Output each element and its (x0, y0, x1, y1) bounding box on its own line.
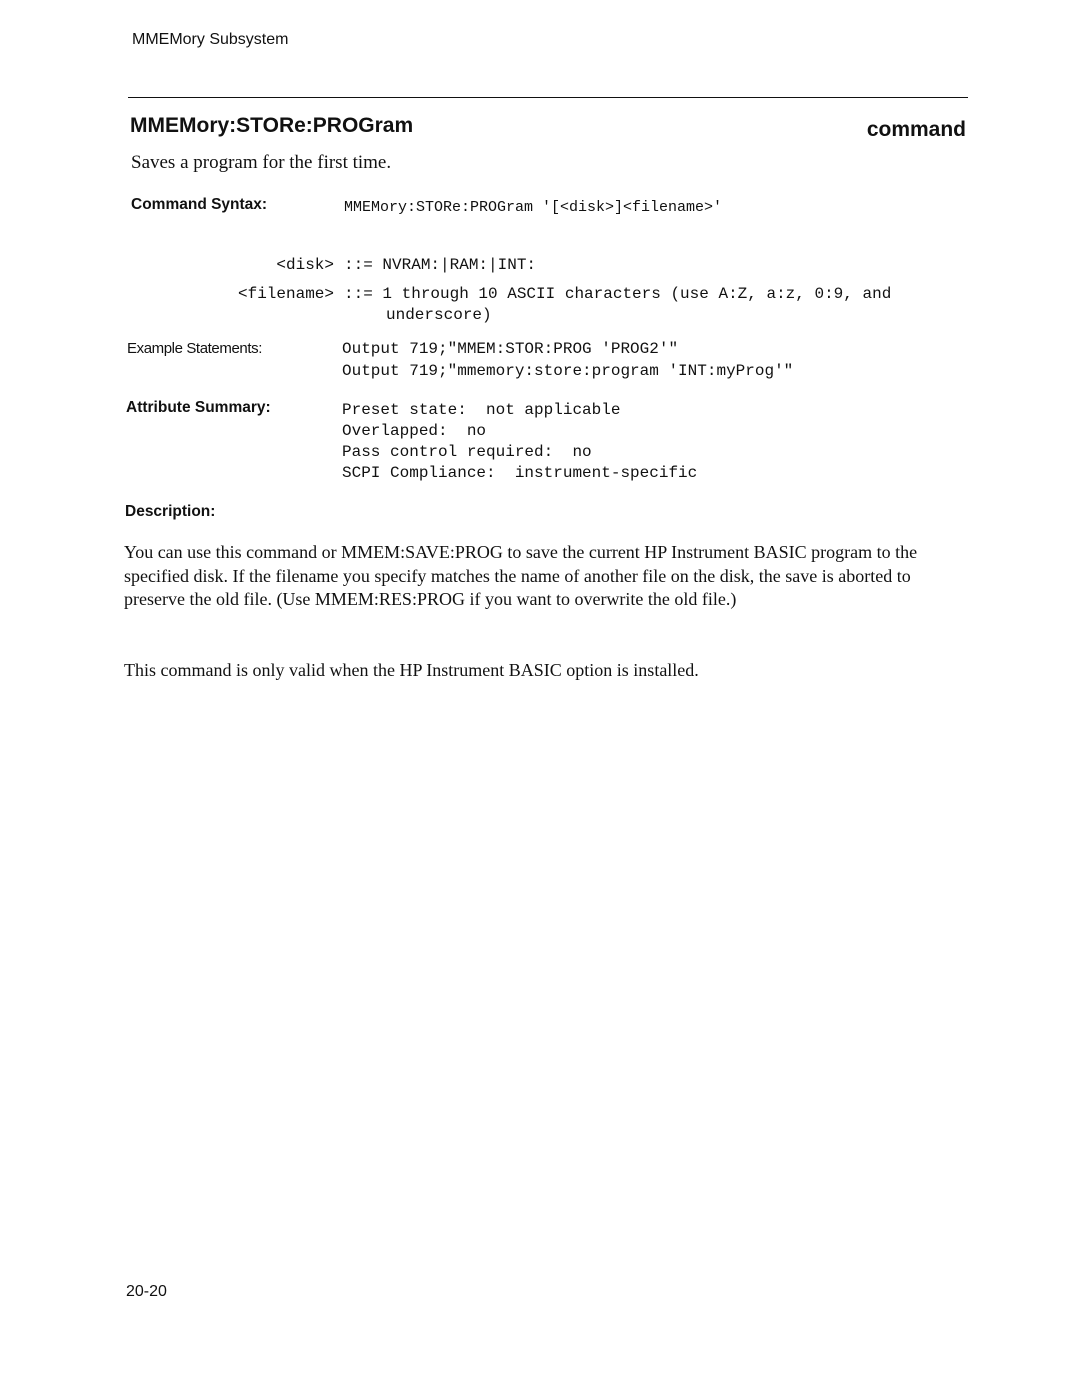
description-label: Description: (125, 503, 216, 520)
attribute-summary-label: Attribute Summary: (126, 399, 271, 416)
example-statements-label: Example Statements: (127, 340, 262, 357)
param-filename-continuation: underscore) (386, 306, 492, 324)
command-type-label: command (866, 118, 966, 141)
description-paragraph-2: This command is only valid when the HP Instrument BASIC option is installed. (124, 660, 699, 680)
param-filename-name: <filename> (237, 285, 334, 303)
command-syntax-line: MMEMory:STORe:PROGram '[<disk>]<filename>' (344, 199, 723, 216)
attribute-scpi-compliance: SCPI Compliance: instrument-specific (342, 464, 698, 482)
param-filename-definition: ::= 1 through 10 ASCII characters (use A:Z, a:z, 0:9, and (344, 285, 892, 303)
attribute-overlapped: Overlapped: no (342, 422, 487, 440)
attribute-pass-control: Pass control required: no (342, 443, 592, 461)
description-paragraph-1: You can use this command or MMEM:SAVE:PROG to save the current HP Instrument BASIC program to the specified disk. If the filename you specify matches the name of another file on the disk, the save is aborted to preserve the old file. (Use MMEM:RES:PROG if you want to overwrite the old file.) (124, 542, 918, 609)
param-disk-name: <disk> (276, 256, 334, 274)
command-title: MMEMory:STORe:PROGram (130, 114, 414, 137)
example-line-2: Output 719;"mmemory:store:program 'INT:myProg'" (342, 362, 794, 380)
example-line-1: Output 719;"MMEM:STOR:PROG 'PROG2'" (342, 340, 679, 358)
command-summary: Saves a program for the first time. (131, 152, 392, 173)
attribute-preset-state: Preset state: not applicable (342, 401, 621, 419)
param-disk-definition: ::= NVRAM:|RAM:|INT: (344, 256, 537, 274)
header-rule (128, 97, 968, 98)
command-syntax-label: Command Syntax: (131, 196, 268, 213)
running-header: MMEMory Subsystem (132, 31, 289, 48)
page-number: 20-20 (126, 1283, 167, 1300)
